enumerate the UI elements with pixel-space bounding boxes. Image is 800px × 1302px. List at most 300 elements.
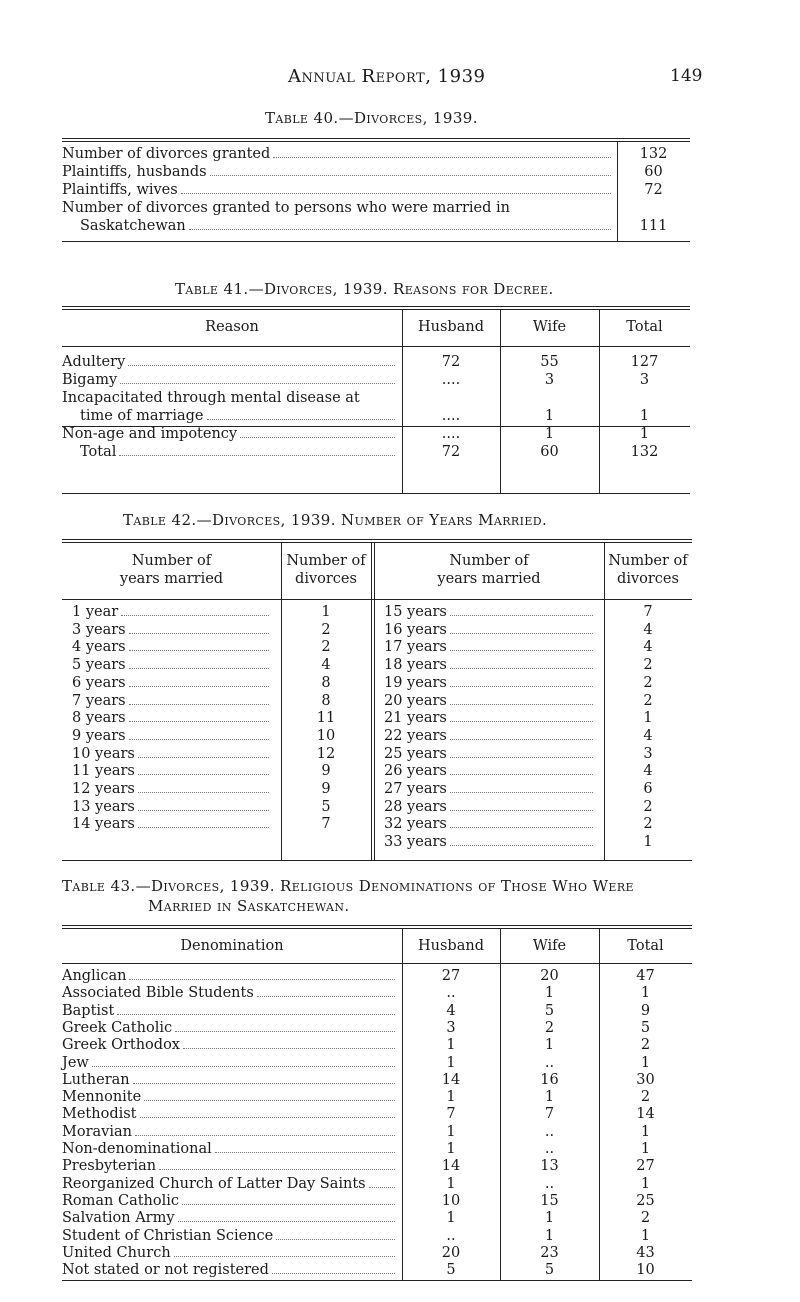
leader-dots	[128, 365, 395, 366]
t42-right-row-10	[384, 781, 596, 799]
t43-row-9-total: 1	[640, 1124, 651, 1140]
leader-dots	[450, 721, 593, 722]
t43-row-8-husband: 7	[446, 1106, 456, 1122]
t42-left-row-5	[72, 693, 272, 711]
t41-row-0-wife: 55	[540, 354, 559, 370]
table-42-header-years-right	[374, 552, 604, 588]
t43-row-15-wife: 1	[544, 1228, 555, 1244]
t40-row-3-label: Number of divorces granted to persons who were married in	[62, 200, 510, 216]
leader-dots	[138, 810, 269, 811]
t43-row-1-label: Associated Bible Students	[62, 985, 254, 1001]
t42-right-row-7-count: 4	[643, 728, 653, 744]
t42-left-row-10	[72, 781, 272, 799]
leader-dots	[138, 827, 269, 828]
t43-row-11-wife: 13	[540, 1158, 559, 1174]
t43-row-9	[62, 1124, 398, 1142]
hdr-line: divorces	[295, 571, 357, 587]
t43-row-7-wife: 1	[544, 1089, 555, 1105]
t43-row-8-wife: 7	[544, 1106, 555, 1122]
t43-row-17-label: Not stated or not registered	[62, 1262, 269, 1278]
t40-row-0-label: Number of divorces granted	[62, 146, 271, 162]
t40-row-1-value: 60	[644, 164, 663, 180]
t42-left-row-4-count: 8	[321, 675, 331, 691]
hdr-line: divorces	[617, 571, 679, 587]
t42-right-row-8-count: 3	[643, 746, 653, 762]
t43-row-16-husband: 20	[441, 1245, 461, 1261]
t42-left-row-3-label: 5 years	[72, 657, 126, 673]
t42-left-row-2-count: 2	[321, 639, 331, 655]
leader-dots	[450, 615, 593, 616]
t43-row-16-label: United Church	[62, 1245, 171, 1261]
t43-row-3-wife: 2	[544, 1020, 555, 1036]
leader-dots	[450, 827, 593, 828]
t42-right-row-6-label: 21 years	[384, 710, 447, 726]
table-43-header-husband: Husband	[418, 938, 484, 954]
leader-dots	[138, 774, 269, 775]
leader-dots	[117, 1014, 395, 1015]
leader-dots	[129, 721, 269, 722]
table-42-header-divorces-right	[604, 552, 692, 588]
leader-dots	[182, 1204, 395, 1205]
leader-dots	[183, 1048, 395, 1049]
t43-row-14	[62, 1210, 398, 1228]
t41-row-4-husband: ....	[441, 426, 461, 442]
t43-row-15	[62, 1228, 398, 1246]
t43-row-1-total: 1	[640, 985, 651, 1001]
t43-row-5-husband: 1	[446, 1055, 456, 1071]
leader-dots	[272, 1273, 395, 1274]
t42-left-row-1-label: 3 years	[72, 622, 126, 638]
table-43-title-line-2: Married in Saskatchewan.	[148, 897, 350, 915]
t41-total-husband: 72	[441, 444, 461, 460]
t42-right-row-9-count: 4	[643, 763, 653, 779]
t42-left-row-3-count: 4	[321, 657, 331, 673]
table-42-col-line-3	[374, 543, 375, 860]
t43-row-6-husband: 14	[441, 1072, 461, 1088]
t41-row-0-label: Adultery	[62, 354, 126, 370]
t41-row-3-wife: 1	[544, 408, 555, 424]
t43-row-9-wife: ..	[544, 1124, 555, 1140]
leader-dots	[140, 1117, 395, 1118]
t42-right-row-4-label: 19 years	[384, 675, 447, 691]
t42-left-row-7-label: 9 years	[72, 728, 126, 744]
leader-dots	[215, 1152, 395, 1153]
t43-row-5-total: 1	[640, 1055, 651, 1071]
t43-row-10-total: 1	[640, 1141, 651, 1157]
t43-row-7-total: 2	[640, 1089, 651, 1105]
t42-left-row-11-count: 5	[321, 799, 331, 815]
t40-row-3	[62, 200, 614, 218]
leader-dots	[450, 810, 593, 811]
t41-row-4-label: Non-age and impotency	[62, 426, 238, 442]
t43-row-16-wife: 23	[540, 1245, 559, 1261]
t43-row-3-husband: 3	[446, 1020, 456, 1036]
t43-row-2-label: Baptist	[62, 1003, 115, 1019]
t42-right-row-0-label: 15 years	[384, 604, 447, 620]
t42-left-row-11-label: 13 years	[72, 799, 135, 815]
t43-row-15-husband: ..	[446, 1228, 456, 1244]
leader-dots	[129, 704, 269, 705]
t41-row-4	[62, 426, 398, 444]
hdr-line: Number of	[449, 553, 529, 569]
table-43-header-wife: Wife	[532, 938, 567, 954]
table-43-top-rule-2	[62, 928, 692, 929]
leader-dots	[159, 1169, 395, 1170]
t43-row-13-total: 25	[636, 1193, 655, 1209]
t43-row-2-wife: 5	[544, 1003, 555, 1019]
t43-row-9-label: Moravian	[62, 1124, 132, 1140]
t42-right-row-11-count: 2	[643, 799, 653, 815]
t40-row-4	[80, 218, 614, 236]
leader-dots	[129, 633, 269, 634]
t42-left-row-4-label: 6 years	[72, 675, 126, 691]
t42-right-row-13-label: 33 years	[384, 834, 447, 850]
t43-row-8-total: 14	[636, 1106, 655, 1122]
leader-dots	[240, 437, 395, 438]
t43-row-10-label: Non-denominational	[62, 1141, 212, 1157]
leader-dots	[129, 650, 269, 651]
t42-right-row-5-label: 20 years	[384, 693, 447, 709]
t43-row-6-label: Lutheran	[62, 1072, 130, 1088]
t42-left-row-3	[72, 657, 272, 675]
t40-row-4-value: 111	[639, 218, 668, 234]
t41-total-row-label: Total	[80, 444, 117, 460]
t42-left-row-0-label: 1 year	[72, 604, 119, 620]
leader-dots	[129, 668, 269, 669]
t42-left-row-5-count: 8	[321, 693, 331, 709]
t43-row-12-husband: 1	[446, 1176, 456, 1192]
table-42-bottom-rule	[62, 860, 692, 861]
leader-dots	[276, 1239, 395, 1240]
t43-row-2-total: 9	[640, 1003, 651, 1019]
t43-row-10	[62, 1141, 398, 1159]
t42-right-row-2	[384, 639, 596, 657]
table-43-header-total: Total	[627, 938, 664, 954]
leader-dots	[121, 615, 269, 616]
t42-left-row-2-label: 4 years	[72, 639, 126, 655]
t42-left-row-8	[72, 746, 272, 764]
leader-dots	[129, 686, 269, 687]
leader-dots	[450, 633, 593, 634]
leader-dots	[450, 739, 593, 740]
t40-row-1-label: Plaintiffs, husbands	[62, 164, 207, 180]
t43-row-13-label: Roman Catholic	[62, 1193, 180, 1209]
t42-right-row-0-count: 7	[643, 604, 653, 620]
leader-dots	[257, 996, 395, 997]
t43-row-5-label: Jew	[62, 1055, 89, 1071]
t42-right-row-9-label: 26 years	[384, 763, 447, 779]
t40-row-1	[62, 164, 614, 182]
t41-row-1	[62, 372, 398, 390]
t42-left-row-12-count: 7	[321, 816, 331, 832]
table-41-top-rule-2	[62, 309, 690, 310]
hdr-line: Number of	[286, 553, 366, 569]
table-40-top-rule-2	[62, 141, 690, 142]
t43-row-4-husband: 1	[446, 1037, 456, 1053]
table-43-header-denomination: Denomination	[180, 938, 284, 954]
t43-row-8	[62, 1106, 398, 1124]
t41-row-3-husband: ....	[441, 408, 461, 424]
table-42-title: Table 42.—Divorces, 1939. Number of Years Married.	[123, 511, 548, 529]
table-41-header-husband: Husband	[418, 319, 484, 335]
t43-row-6-total: 30	[636, 1072, 655, 1088]
t41-row-3-label: time of marriage	[80, 408, 204, 424]
t43-row-14-wife: 1	[544, 1210, 555, 1226]
t42-right-row-13-count: 1	[643, 834, 653, 850]
t41-row-0-total: 127	[630, 354, 659, 370]
table-41-col-line-1	[402, 310, 403, 493]
t43-row-17-total: 10	[636, 1262, 655, 1278]
table-41-header-rule	[62, 346, 690, 347]
t43-row-5-wife: ..	[544, 1055, 555, 1071]
leader-dots	[450, 686, 593, 687]
table-41-header-total: Total	[626, 319, 663, 335]
hdr-line: Number of	[608, 553, 688, 569]
t43-row-14-label: Salvation Army	[62, 1210, 175, 1226]
t43-row-11	[62, 1158, 398, 1176]
t42-left-row-0-count: 1	[321, 604, 331, 620]
t43-row-7-husband: 1	[446, 1089, 456, 1105]
t41-row-1-wife: 3	[544, 372, 555, 388]
t43-row-4-total: 2	[640, 1037, 651, 1053]
t41-total-row	[80, 444, 398, 462]
table-41-title: Table 41.—Divorces, 1939. Reasons for Decree.	[175, 280, 554, 298]
t40-row-2-label: Plaintiffs, wives	[62, 182, 178, 198]
t43-row-8-label: Methodist	[62, 1106, 137, 1122]
t42-left-row-10-count: 9	[321, 781, 331, 797]
t43-row-16-total: 43	[636, 1245, 655, 1261]
table-43-title-line-1: Table 43.—Divorces, 1939. Religious Denominations of Those Who Were	[62, 877, 634, 895]
table-42-col-line-2	[371, 543, 372, 860]
t43-row-13-husband: 10	[441, 1193, 461, 1209]
t43-row-4	[62, 1037, 398, 1055]
leader-dots	[138, 792, 269, 793]
t42-left-row-6-count: 11	[316, 710, 336, 726]
leader-dots	[129, 739, 269, 740]
t40-row-0-value: 132	[639, 146, 668, 162]
t42-right-row-12-label: 32 years	[384, 816, 447, 832]
report-title: Annual Report, 1939	[288, 66, 486, 87]
t42-left-row-8-label: 10 years	[72, 746, 135, 762]
leader-dots	[210, 175, 611, 176]
leader-dots	[120, 383, 395, 384]
t42-left-row-6	[72, 710, 272, 728]
t43-row-1-husband: ..	[446, 985, 456, 1001]
t42-left-row-12-label: 14 years	[72, 816, 135, 832]
t43-row-7	[62, 1089, 398, 1107]
table-40-title: Table 40.—Divorces, 1939.	[265, 109, 478, 127]
t43-row-9-husband: 1	[446, 1124, 456, 1140]
t43-row-12	[62, 1176, 398, 1194]
table-40-bottom-rule	[62, 241, 690, 242]
hdr-line: Number of	[131, 553, 212, 569]
t42-right-row-6-count: 1	[643, 710, 653, 726]
t43-row-11-label: Presbyterian	[62, 1158, 157, 1174]
leader-dots	[450, 774, 593, 775]
t42-right-row-1-count: 4	[643, 622, 653, 638]
t41-total-total: 132	[630, 444, 659, 460]
t42-right-row-1	[384, 622, 596, 640]
table-42-header-years-left	[62, 552, 281, 588]
t42-right-row-11-label: 28 years	[384, 799, 447, 815]
t43-row-12-total: 1	[640, 1176, 651, 1192]
t42-right-row-9	[384, 763, 596, 781]
t43-row-15-total: 1	[640, 1228, 651, 1244]
t42-left-row-2	[72, 639, 272, 657]
t42-right-row-2-count: 4	[643, 639, 653, 655]
t43-row-17	[62, 1262, 398, 1280]
leader-dots	[119, 455, 395, 456]
t41-row-3-total: 1	[639, 408, 650, 424]
leader-dots	[450, 845, 593, 846]
t40-row-2-value: 72	[644, 182, 663, 198]
t42-right-row-10-count: 6	[643, 781, 653, 797]
leader-dots	[273, 157, 611, 158]
t43-row-7-label: Mennonite	[62, 1089, 142, 1105]
t42-left-row-8-count: 12	[316, 746, 336, 762]
t43-row-3-total: 5	[640, 1020, 651, 1036]
t43-row-17-husband: 5	[446, 1262, 456, 1278]
t43-row-10-husband: 1	[446, 1141, 456, 1157]
leader-dots	[450, 668, 593, 669]
hdr-line: years married	[437, 571, 541, 587]
t42-right-row-10-label: 27 years	[384, 781, 447, 797]
t42-left-row-1-count: 2	[321, 622, 331, 638]
t41-row-2	[62, 390, 398, 408]
t41-row-3	[80, 408, 398, 426]
t42-right-row-5	[384, 693, 596, 711]
t40-row-0	[62, 146, 614, 164]
leader-dots	[133, 1083, 395, 1084]
t41-row-2-label: Incapacitated through mental disease at	[62, 390, 360, 406]
t41-total-wife: 60	[540, 444, 559, 460]
t43-row-5	[62, 1055, 398, 1073]
t43-row-3-label: Greek Catholic	[62, 1020, 173, 1036]
t43-row-15-label: Student of Christian Science	[62, 1228, 274, 1244]
table-42-header-divorces-left	[281, 552, 371, 588]
t42-left-row-6-label: 8 years	[72, 710, 126, 726]
t42-right-row-5-count: 2	[643, 693, 653, 709]
leader-dots	[450, 704, 593, 705]
t42-right-row-7	[384, 728, 596, 746]
t43-row-1	[62, 985, 398, 1003]
t42-right-row-6	[384, 710, 596, 728]
leader-dots	[144, 1100, 395, 1101]
t42-left-row-12	[72, 816, 272, 834]
leader-dots	[175, 1031, 395, 1032]
t43-row-3	[62, 1020, 398, 1038]
table-41-header-wife: Wife	[532, 319, 567, 335]
t42-right-row-12-count: 2	[643, 816, 653, 832]
t42-left-row-9-label: 11 years	[72, 763, 135, 779]
t43-row-10-wife: ..	[544, 1141, 555, 1157]
t42-right-row-2-label: 17 years	[384, 639, 447, 655]
t43-row-11-husband: 14	[441, 1158, 461, 1174]
t42-right-row-1-label: 16 years	[384, 622, 447, 638]
table-43-top-rule	[62, 925, 692, 926]
table-42-top-rule-2	[62, 542, 692, 543]
t41-row-1-total: 3	[639, 372, 650, 388]
leader-dots	[174, 1256, 395, 1257]
t42-left-row-9-count: 9	[321, 763, 331, 779]
leader-dots	[181, 193, 611, 194]
t42-left-row-0	[72, 604, 272, 622]
page-header	[0, 66, 800, 90]
t42-left-row-1	[72, 622, 272, 640]
table-43-bottom-rule	[62, 1280, 692, 1281]
t42-right-row-13	[384, 834, 596, 852]
table-42-header-rule	[62, 599, 692, 600]
t41-row-1-label: Bigamy	[62, 372, 118, 388]
t43-row-16	[62, 1245, 398, 1263]
leader-dots	[369, 1187, 395, 1188]
t43-row-2	[62, 1003, 398, 1021]
t42-right-row-4	[384, 675, 596, 693]
t43-row-11-total: 27	[636, 1158, 655, 1174]
t42-right-row-4-count: 2	[643, 675, 653, 691]
t42-right-row-3-label: 18 years	[384, 657, 447, 673]
t43-row-1-wife: 1	[544, 985, 555, 1001]
leader-dots	[138, 757, 269, 758]
t43-row-13	[62, 1193, 398, 1211]
t42-left-row-7	[72, 728, 272, 746]
t43-row-4-label: Greek Orthodox	[62, 1037, 180, 1053]
t43-row-4-wife: 1	[544, 1037, 555, 1053]
t41-row-4-wife: 1	[544, 426, 555, 442]
table-41-top-rule	[62, 306, 690, 307]
t43-row-14-total: 2	[640, 1210, 651, 1226]
t42-right-row-3	[384, 657, 596, 675]
t41-row-0-husband: 72	[441, 354, 461, 370]
leader-dots	[92, 1066, 395, 1067]
t43-row-12-wife: ..	[544, 1176, 555, 1192]
leader-dots	[450, 757, 593, 758]
t43-row-14-husband: 1	[446, 1210, 456, 1226]
t43-row-0-label: Anglican	[62, 968, 127, 984]
table-41-bottom-rule	[62, 493, 690, 494]
t42-left-row-4	[72, 675, 272, 693]
t43-row-0	[62, 968, 398, 986]
t42-right-row-12	[384, 816, 596, 834]
t43-row-0-wife: 20	[540, 968, 559, 984]
t43-row-12-label: Reorganized Church of Latter Day Saints	[62, 1176, 366, 1192]
table-42-top-rule	[62, 539, 692, 540]
t43-row-6-wife: 16	[540, 1072, 559, 1088]
t42-right-row-0	[384, 604, 596, 622]
t43-row-2-husband: 4	[446, 1003, 456, 1019]
t43-row-0-husband: 27	[441, 968, 461, 984]
t43-row-0-total: 47	[636, 968, 655, 984]
t43-row-6	[62, 1072, 398, 1090]
table-40-top-rule	[62, 138, 690, 139]
hdr-line: years married	[119, 571, 224, 587]
table-41-header-reason: Reason	[205, 319, 259, 335]
t40-row-2	[62, 182, 614, 200]
t42-right-row-8	[384, 746, 596, 764]
t40-row-4-label: Saskatchewan	[80, 218, 186, 234]
leader-dots	[135, 1135, 395, 1136]
t41-row-0	[62, 354, 398, 372]
t42-right-row-7-label: 22 years	[384, 728, 447, 744]
t41-row-4-total: 1	[639, 426, 650, 442]
leader-dots	[189, 229, 611, 230]
leader-dots	[450, 650, 593, 651]
t42-left-row-11	[72, 799, 272, 817]
t42-left-row-9	[72, 763, 272, 781]
leader-dots	[129, 979, 395, 980]
t42-right-row-3-count: 2	[643, 657, 653, 673]
page-number: 149	[670, 66, 703, 86]
